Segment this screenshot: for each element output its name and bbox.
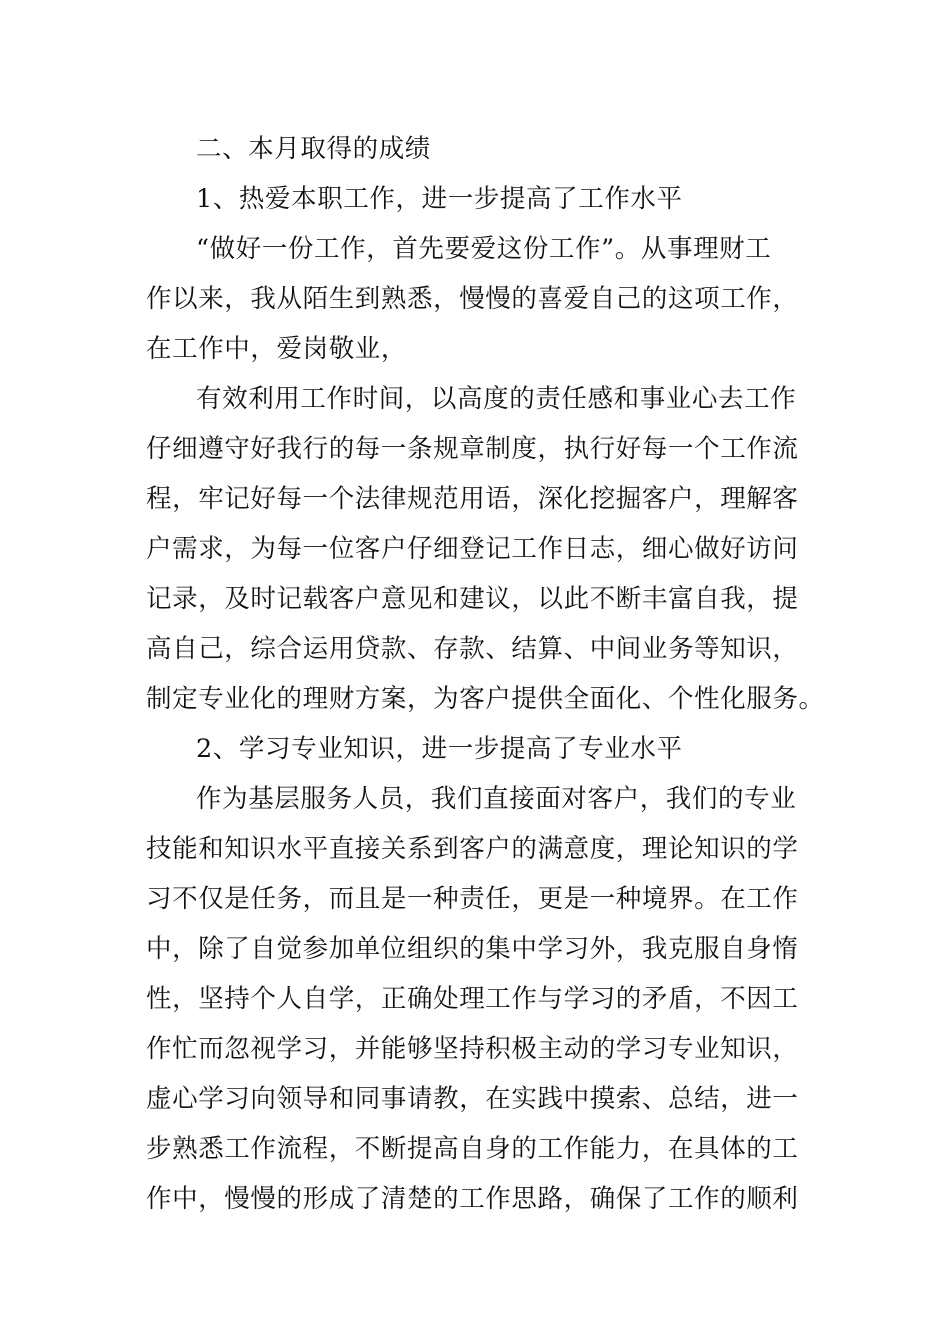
paragraph-line: 仔细遵守好我行的每一条规章制度，执行好每一个工作流 [146, 434, 799, 464]
paragraph-line: 习不仅是任务，而且是一种责任，更是一种境界。在工作 [146, 884, 799, 914]
paragraph-line: 虚心学习向领导和同事请教，在实践中摸索、总结，进一 [146, 1084, 799, 1114]
paragraph-line: 中，除了自觉参加单位组织的集中学习外，我克服自身惰 [146, 934, 799, 964]
paragraph-line: 有效利用工作时间，以高度的责任感和事业心去工作 [196, 384, 797, 414]
paragraph-line: 性，坚持个人自学，正确处理工作与学习的矛盾，不因工 [146, 984, 799, 1014]
paragraph-line: 制定专业化的理财方案，为客户提供全面化、个性化服务。 [146, 684, 825, 714]
paragraph-line: “做好一份工作，首先要爱这份工作”。从事理财工 [196, 234, 772, 264]
paragraph-line: 记录，及时记载客户意见和建议，以此不断丰富自我，提 [146, 584, 799, 614]
subsection-title: 2、学习专业知识，进一步提高了专业水平 [196, 734, 683, 764]
paragraph-line: 在工作中，爱岗敬业， [146, 334, 408, 364]
section-heading: 二、本月取得的成绩 [196, 134, 431, 164]
paragraph-line: 高自己，综合运用贷款、存款、结算、中间业务等知识， [146, 634, 799, 664]
paragraph-line: 作以来，我从陌生到熟悉，慢慢的喜爱自己的这项工作， [146, 284, 799, 314]
paragraph-line: 技能和知识水平直接关系到客户的满意度，理论知识的学 [146, 834, 799, 864]
paragraph-line: 户需求，为每一位客户仔细登记工作日志，细心做好访问 [146, 534, 799, 564]
paragraph-line: 作为基层服务人员，我们直接面对客户，我们的专业 [196, 784, 797, 814]
paragraph-line: 程，牢记好每一个法律规范用语，深化挖掘客户，理解客 [146, 484, 799, 514]
paragraph-line: 作中，慢慢的形成了清楚的工作思路，确保了工作的顺利 [146, 1184, 799, 1214]
subsection-title: 1、热爱本职工作，进一步提高了工作水平 [196, 184, 683, 214]
paragraph-line: 步熟悉工作流程，不断提高自身的工作能力，在具体的工 [146, 1134, 799, 1164]
paragraph-line: 作忙而忽视学习，并能够坚持积极主动的学习专业知识， [146, 1034, 799, 1064]
